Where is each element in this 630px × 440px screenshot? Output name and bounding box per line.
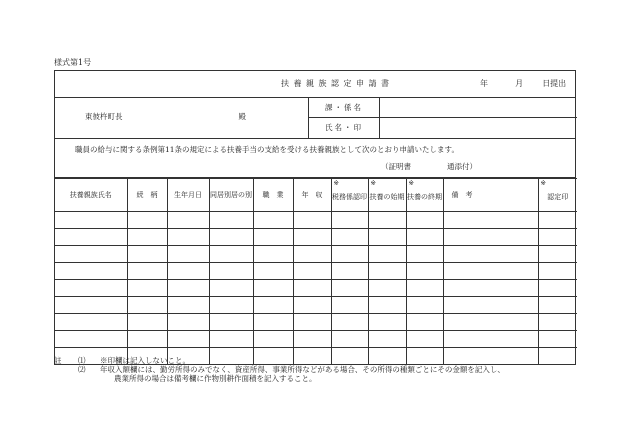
attachment-cert: （証明書 [381, 162, 411, 171]
table-cell[interactable] [209, 229, 253, 246]
table-cell[interactable] [293, 263, 331, 280]
col-dependent-name: 扶養親族氏名 [55, 179, 127, 212]
table-cell[interactable] [293, 314, 331, 331]
col-tax-seal [331, 179, 368, 212]
addressee [85, 112, 246, 121]
table-cell[interactable] [253, 229, 293, 246]
table-cell[interactable] [209, 314, 253, 331]
col-approval-seal-label: 認定印 [547, 192, 569, 201]
table-cell[interactable] [538, 348, 577, 365]
table-cell[interactable] [331, 229, 368, 246]
table-cell[interactable] [406, 331, 443, 348]
table-header-row [55, 179, 577, 212]
table-cell[interactable] [293, 246, 331, 263]
table-cell[interactable] [406, 229, 443, 246]
attachment-count: 通添付） [447, 162, 477, 171]
col-remarks: 備 考 [443, 179, 538, 212]
table-cell[interactable] [368, 331, 406, 348]
declaration-row [55, 139, 575, 178]
table-cell[interactable] [368, 229, 406, 246]
table-row [55, 314, 577, 331]
addressee-suffix: 殿 [238, 112, 246, 121]
col-approval-seal [538, 179, 577, 212]
table-cell[interactable] [209, 246, 253, 263]
col-birth-date: 生年月日 [167, 179, 209, 212]
col-cohabitation: 同居別居の別 [209, 179, 253, 212]
department-field[interactable] [308, 98, 577, 118]
dependents-table [55, 178, 577, 364]
table-row [55, 331, 577, 348]
table-row [55, 229, 577, 246]
table-cell[interactable] [538, 229, 577, 246]
table-cell[interactable] [538, 263, 577, 280]
table-cell[interactable] [127, 246, 167, 263]
table-cell[interactable] [331, 263, 368, 280]
table-cell[interactable] [253, 314, 293, 331]
table-cell[interactable] [538, 212, 577, 229]
table-cell[interactable] [127, 297, 167, 314]
department-label: 課・係名 [309, 98, 380, 117]
table-cell[interactable] [55, 229, 127, 246]
table-cell[interactable] [167, 263, 209, 280]
col-support-end [406, 179, 443, 212]
note-text: ※印欄は記入しないこと。 [100, 356, 190, 365]
col-tax-seal-label: 税務係認印 [332, 192, 367, 201]
col-support-end-label: 扶養の終期 [407, 192, 442, 201]
notes-heading: 註 [54, 356, 62, 365]
table-cell[interactable] [368, 280, 406, 297]
col-annual-income: 年 収 [293, 179, 331, 212]
form-number-label: 様式第1号 [54, 58, 92, 67]
col-occupation: 職 業 [253, 179, 293, 212]
table-cell[interactable] [331, 314, 368, 331]
title-row [55, 71, 575, 98]
table-cell[interactable] [127, 280, 167, 297]
table-cell[interactable] [293, 331, 331, 348]
table-cell[interactable] [167, 314, 209, 331]
table-row [55, 297, 577, 314]
table-cell[interactable] [55, 331, 127, 348]
table-cell[interactable] [253, 263, 293, 280]
table-cell[interactable] [443, 246, 538, 263]
table-cell[interactable] [331, 297, 368, 314]
table-cell[interactable] [209, 331, 253, 348]
table-cell[interactable] [443, 229, 538, 246]
table-row [55, 246, 577, 263]
table-cell[interactable] [127, 314, 167, 331]
table-cell[interactable] [538, 280, 577, 297]
table-cell[interactable] [167, 229, 209, 246]
table-cell[interactable] [167, 212, 209, 229]
table-cell[interactable] [538, 314, 577, 331]
table-cell[interactable] [331, 280, 368, 297]
table-cell[interactable] [209, 263, 253, 280]
table-cell[interactable] [293, 297, 331, 314]
table-cell[interactable] [209, 280, 253, 297]
notes [54, 356, 505, 383]
table-cell[interactable] [443, 314, 538, 331]
table-cell[interactable] [253, 212, 293, 229]
table-cell[interactable] [368, 246, 406, 263]
note-number: ⑴ [78, 356, 86, 365]
table-cell[interactable] [209, 212, 253, 229]
table-cell[interactable] [368, 314, 406, 331]
mark-asterisk: ※ [408, 179, 414, 187]
name-seal-label: 氏名・印 [309, 118, 380, 138]
table-row [55, 212, 577, 229]
table-cell[interactable] [443, 263, 538, 280]
addressee-name: 東彼杵町長 [85, 112, 123, 121]
table-cell[interactable] [55, 212, 127, 229]
table-cell[interactable] [167, 297, 209, 314]
table-cell[interactable] [368, 263, 406, 280]
table-cell[interactable] [55, 280, 127, 297]
note-continuation: 農業所得の場合は備考欄に作物別耕作面積を記入すること。 [114, 374, 317, 383]
table-cell[interactable] [55, 246, 127, 263]
addressee-row [55, 98, 575, 139]
table-cell[interactable] [127, 229, 167, 246]
table-cell[interactable] [538, 246, 577, 263]
form-title: 扶養親族認定申請書 [281, 79, 394, 88]
name-seal-field[interactable] [308, 118, 577, 138]
table-cell[interactable] [368, 212, 406, 229]
table-cell[interactable] [406, 314, 443, 331]
table-cell[interactable] [538, 331, 577, 348]
table-cell[interactable] [406, 263, 443, 280]
col-relationship: 続 柄 [127, 179, 167, 212]
note-number: ⑵ [78, 365, 86, 374]
table-cell[interactable] [443, 212, 538, 229]
table-row [55, 263, 577, 280]
table-cell[interactable] [253, 331, 293, 348]
table-cell[interactable] [209, 297, 253, 314]
table-cell[interactable] [406, 280, 443, 297]
date-day-label: 日提出 [542, 79, 567, 88]
table-cell[interactable] [55, 297, 127, 314]
table-cell[interactable] [55, 314, 127, 331]
col-support-start-label: 扶養の始期 [369, 192, 405, 201]
table-cell[interactable] [331, 246, 368, 263]
table-cell[interactable] [443, 297, 538, 314]
table-cell[interactable] [253, 297, 293, 314]
table-cell[interactable] [331, 212, 368, 229]
attachment-note [381, 162, 477, 171]
table-cell[interactable] [167, 246, 209, 263]
table-cell[interactable] [443, 331, 538, 348]
table-cell[interactable] [443, 280, 538, 297]
table-cell[interactable] [55, 263, 127, 280]
col-support-start [368, 179, 406, 212]
table-cell[interactable] [368, 297, 406, 314]
application-form [54, 70, 576, 365]
mark-asterisk: ※ [333, 179, 339, 187]
date-month-label: 月 [515, 79, 524, 88]
table-cell[interactable] [538, 297, 577, 314]
table-cell[interactable] [253, 280, 293, 297]
table-cell[interactable] [406, 246, 443, 263]
submission-date [480, 79, 566, 89]
table-cell[interactable] [293, 280, 331, 297]
table-row [55, 280, 577, 297]
mark-asterisk: ※ [540, 179, 546, 187]
table-cell[interactable] [406, 212, 443, 229]
table-cell[interactable] [127, 212, 167, 229]
note-text: 年収入額欄には、勤労所得のみでなく、資産所得、事業所得などがある場合、その所得の種類ごとにその金額を記入し、 [100, 365, 505, 374]
table-cell[interactable] [253, 246, 293, 263]
table-cell[interactable] [127, 263, 167, 280]
declaration-text: 職員の給与に関する条例第11条の規定による扶養手当の支給を受ける扶養親族として次のとおり申請いたします。 [75, 145, 459, 154]
table-cell[interactable] [293, 229, 331, 246]
table-cell[interactable] [406, 297, 443, 314]
table-cell[interactable] [293, 212, 331, 229]
mark-asterisk: ※ [370, 179, 376, 187]
table-cell[interactable] [167, 331, 209, 348]
table-cell[interactable] [331, 331, 368, 348]
table-cell[interactable] [167, 280, 209, 297]
date-year-label: 年 [480, 79, 488, 88]
table-cell[interactable] [127, 331, 167, 348]
